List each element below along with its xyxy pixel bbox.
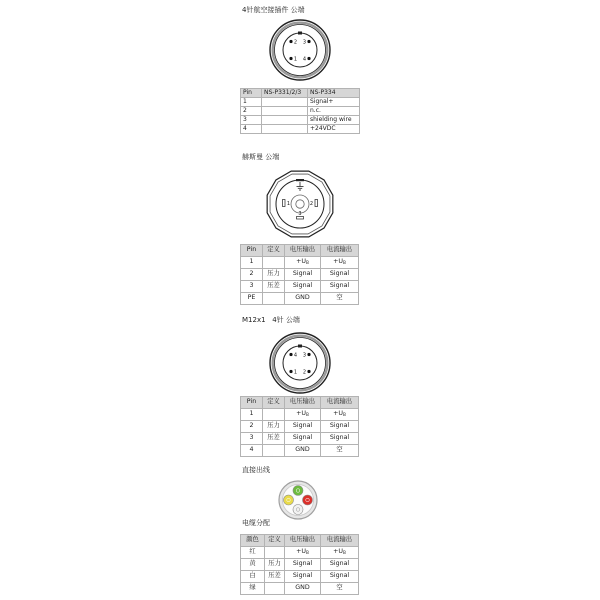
- table-cell: [321, 409, 359, 421]
- pin-label: 3: [298, 211, 302, 217]
- table-cell: [263, 409, 285, 421]
- table-cell: Signal: [285, 269, 321, 281]
- table-row: [241, 421, 359, 433]
- connector-key-bar: [296, 179, 304, 181]
- table-row: [241, 257, 359, 269]
- table-row: [241, 547, 359, 559]
- table-cell: [262, 98, 308, 107]
- connector-pin-face: [283, 346, 317, 380]
- pin-label: 4: [293, 352, 298, 359]
- header-cell: 颜色: [241, 535, 265, 547]
- connector-pin-face: [276, 180, 324, 228]
- header-cell: Pin: [241, 89, 262, 98]
- pin-label: 2: [302, 369, 307, 376]
- header-cell: NS-P334: [308, 89, 360, 98]
- cell-subscript: B: [343, 550, 346, 556]
- cell-text: +U: [296, 258, 306, 266]
- table-row: [241, 107, 360, 116]
- table-cell: +24VDC: [308, 125, 360, 134]
- table-cell: 4: [241, 125, 262, 134]
- table-row: [241, 281, 359, 293]
- table-cell: [265, 547, 285, 559]
- pinout-table-aviation: [240, 88, 360, 134]
- cell-subscript: B: [306, 550, 309, 556]
- table-cell: [321, 257, 359, 269]
- table-cell: [263, 257, 285, 269]
- pinout-table-m12: [240, 396, 359, 457]
- table-cell: [262, 107, 308, 116]
- cell-subscript: B: [306, 412, 309, 418]
- cell-subscript: B: [306, 260, 309, 266]
- pinout-table-hirschmann: [240, 244, 359, 305]
- header-cell: NS-P331/2/3: [262, 89, 308, 98]
- table-cell: Signal: [285, 421, 321, 433]
- table-header-row: [241, 397, 359, 409]
- m12-4pin-connector-diagram: [268, 331, 332, 395]
- cell-text: +U: [296, 410, 306, 418]
- cell-text: +U: [333, 258, 343, 266]
- connector-key-notch: [298, 345, 302, 348]
- header-cell: 定义: [265, 535, 285, 547]
- cell-text: +U: [296, 548, 306, 556]
- pin-label: 2: [309, 201, 314, 208]
- table-cell: 黄: [241, 559, 265, 571]
- cell-subscript: B: [343, 412, 346, 418]
- table-cell: Signal: [321, 281, 359, 293]
- table-row: [241, 269, 359, 281]
- table-cell: [265, 583, 285, 595]
- table-cell: 3: [241, 433, 263, 445]
- table-cell: 1: [241, 98, 262, 107]
- pin-dot: [307, 40, 310, 43]
- table-cell: Signal: [321, 433, 359, 445]
- table-row: [241, 571, 359, 583]
- table-cell: [262, 116, 308, 125]
- table-cell: Signal: [321, 269, 359, 281]
- table-cell: 压力: [263, 421, 285, 433]
- pin-dot: [307, 57, 310, 60]
- pin-label: 4: [302, 56, 307, 63]
- cell-text: +U: [333, 548, 343, 556]
- table-cell: 2: [241, 107, 262, 116]
- wire-red: [303, 495, 313, 505]
- section-title-aviation-connector: 4针航空接插件 公端: [242, 6, 305, 14]
- table-header-row: [241, 89, 360, 98]
- pin-label: 1: [293, 56, 298, 63]
- header-cell: Pin: [241, 245, 263, 257]
- table-cell: [285, 257, 321, 269]
- header-cell: 电流输出: [321, 535, 359, 547]
- pin-dot: [289, 370, 292, 373]
- table-cell: 压力: [263, 269, 285, 281]
- pin-label: 3: [302, 352, 307, 359]
- table-cell: [285, 409, 321, 421]
- pin-label: 2: [293, 39, 298, 46]
- table-cell: PE: [241, 293, 263, 305]
- table-cell: 空: [321, 445, 359, 457]
- table-cell: 绿: [241, 583, 265, 595]
- table-row: [241, 583, 359, 595]
- header-cell: 电压输出: [285, 535, 321, 547]
- table-cell: 1: [241, 409, 263, 421]
- table-cell: 2: [241, 421, 263, 433]
- pin-dot: [307, 353, 310, 356]
- table-cell: 空: [321, 583, 359, 595]
- table-cell: Signal: [285, 559, 321, 571]
- table-cell: 3: [241, 281, 263, 293]
- table-row: [241, 409, 359, 421]
- table-cell: [263, 293, 285, 305]
- table-cell: 空: [321, 293, 359, 305]
- table-cell: Signal: [321, 559, 359, 571]
- header-cell: 电压输出: [285, 397, 321, 409]
- section-title-direct-cable: 直接出线: [242, 466, 270, 474]
- section-title-hirschmann-connector: 赫斯曼 公端: [242, 153, 280, 161]
- pin-dot: [289, 40, 292, 43]
- pin-label: 1: [293, 369, 298, 376]
- table-cell: GND: [285, 293, 321, 305]
- table-cell: 4: [241, 445, 263, 457]
- table-cell: [321, 547, 359, 559]
- table-row: [241, 293, 359, 305]
- header-cell: 定义: [263, 397, 285, 409]
- connector-pin-face: [283, 33, 317, 67]
- table-cell: Signal: [285, 433, 321, 445]
- table-header-row: [241, 245, 359, 257]
- section-title-m12-connector: M12x1 4针 公端: [242, 316, 300, 324]
- table-row: [241, 125, 360, 134]
- table-cell: 压力: [265, 559, 285, 571]
- table-row: [241, 559, 359, 571]
- table-cell: Signal: [285, 281, 321, 293]
- table-cell: 白: [241, 571, 265, 583]
- table-row: [241, 445, 359, 457]
- cell-text: +U: [333, 410, 343, 418]
- wire-green: [293, 486, 303, 496]
- table-cell: 压差: [263, 433, 285, 445]
- section-subtitle-cable-assignment: 电缆分配: [242, 519, 270, 527]
- table-cell: shielding wire: [308, 116, 360, 125]
- pin-dot: [289, 353, 292, 356]
- table-cell: Signal: [321, 421, 359, 433]
- wire-yellow: [284, 495, 294, 505]
- table-row: [241, 433, 359, 445]
- table-cell: 1: [241, 257, 263, 269]
- table-cell: n.c.: [308, 107, 360, 116]
- pin-label: 3: [302, 39, 307, 46]
- table-cell: GND: [285, 445, 321, 457]
- table-cell: 3: [241, 116, 262, 125]
- table-cell: 2: [241, 269, 263, 281]
- table-header-row: [241, 535, 359, 547]
- table-cell: 压差: [263, 281, 285, 293]
- connector-key-notch: [298, 32, 302, 35]
- pin-label: 1: [286, 201, 291, 208]
- hirschmann-connector-diagram: [264, 168, 336, 240]
- header-cell: 定义: [263, 245, 285, 257]
- wire-color-table: [240, 534, 359, 595]
- wire-white: [293, 505, 303, 515]
- table-cell: 红: [241, 547, 265, 559]
- cable-cross-section-diagram: [278, 480, 318, 520]
- pin-dot: [307, 370, 310, 373]
- table-cell: [262, 125, 308, 134]
- table-row: [241, 116, 360, 125]
- table-cell: 压差: [265, 571, 285, 583]
- aviation-4pin-connector-diagram: [268, 18, 332, 82]
- header-cell: 电压输出: [285, 245, 321, 257]
- header-cell: 电流输出: [321, 245, 359, 257]
- pin-dot: [289, 57, 292, 60]
- table-cell: [285, 547, 321, 559]
- table-cell: GND: [285, 583, 321, 595]
- table-row: [241, 98, 360, 107]
- header-cell: Pin: [241, 397, 263, 409]
- table-cell: [263, 445, 285, 457]
- header-cell: 电流输出: [321, 397, 359, 409]
- table-cell: Signal: [321, 571, 359, 583]
- table-cell: Signal+: [308, 98, 360, 107]
- table-cell: Signal: [285, 571, 321, 583]
- cell-subscript: B: [343, 260, 346, 266]
